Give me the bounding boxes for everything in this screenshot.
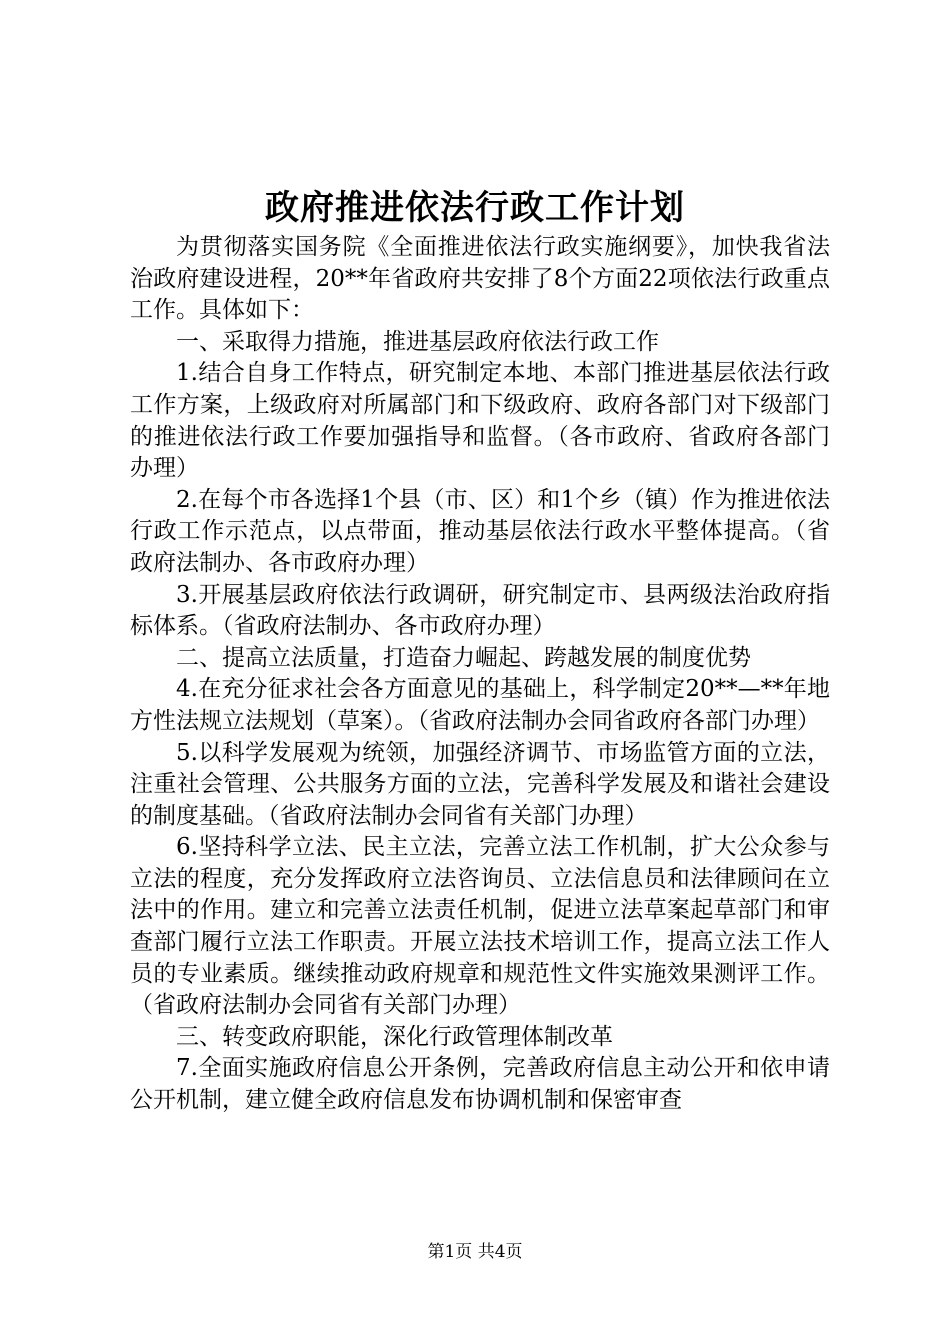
paragraph-item-4: 4.在充分征求社会各方面意见的基础上，科学制定20**—**年地方性法规立法规划（草案）。（省政府法制办会同省政府各部门办理） bbox=[130, 676, 830, 734]
paragraph-item-1: 1.结合自身工作特点，研究制定本地、本部门推进基层依法行政工作方案，上级政府对所属部门和下级政府、政府各部门对下级部门的推进依法行政工作要加强指导和监督。（各市政府、省政府各部门办理） bbox=[130, 360, 830, 482]
paragraph-intro: 为贯彻落实国务院《全面推进依法行政实施纲要》，加快我省法治政府建设进程，20**年省政府共安排了8个方面22项依法行政重点工作。具体如下： bbox=[130, 234, 830, 324]
document-title: 政府推进依法行政工作计划 bbox=[265, 188, 685, 228]
page-number-footer: 第1页 共4页 bbox=[427, 1242, 523, 1262]
section-heading-3: 三、转变政府职能，深化行政管理体制改革 bbox=[176, 1023, 613, 1050]
section-heading-1: 一、采取得力措施，推进基层政府依法行政工作 bbox=[176, 328, 659, 355]
paragraph-item-3: 3.开展基层政府依法行政调研，研究制定市、县两级法治政府指标体系。（省政府法制办、各市政府办理） bbox=[130, 581, 830, 640]
section-heading-2: 二、提高立法质量，打造奋力崛起、跨越发展的制度优势 bbox=[176, 644, 751, 671]
document-body bbox=[130, 232, 830, 1117]
paragraph-item-6: 6.坚持科学立法、民主立法，完善立法工作机制，扩大公众参与立法的程度，充分发挥政府立法咨询员、立法信息员和法律顾问在立法中的作用。建立和完善立法责任机制，促进立法草案起草部门和审查部门履行立法工作职责。开展立法技术培训工作，提高立法工作人员的专业素质。继续推动政府规章和规范性文件实施效果测评工作。（省政府法制办会同省有关部门办理） bbox=[130, 834, 830, 1019]
paragraph-item-7: 7.全面实施政府信息公开条例，完善政府信息主动公开和依申请公开机制，建立健全政府信息发布协调机制和保密审查 bbox=[130, 1055, 830, 1114]
paragraph-item-2: 2.在每个市各选择1个县（市、区）和1个乡（镇）作为推进依法行政工作示范点，以点带面，推动基层依法行政水平整体提高。（省政府法制办、各市政府办理） bbox=[130, 486, 830, 576]
paragraph-item-5: 5.以科学发展观为统领，加强经济调节、市场监管方面的立法，注重社会管理、公共服务方面的立法，完善科学发展及和谐社会建设的制度基础。（省政府法制办会同省有关部门办理） bbox=[130, 739, 830, 829]
